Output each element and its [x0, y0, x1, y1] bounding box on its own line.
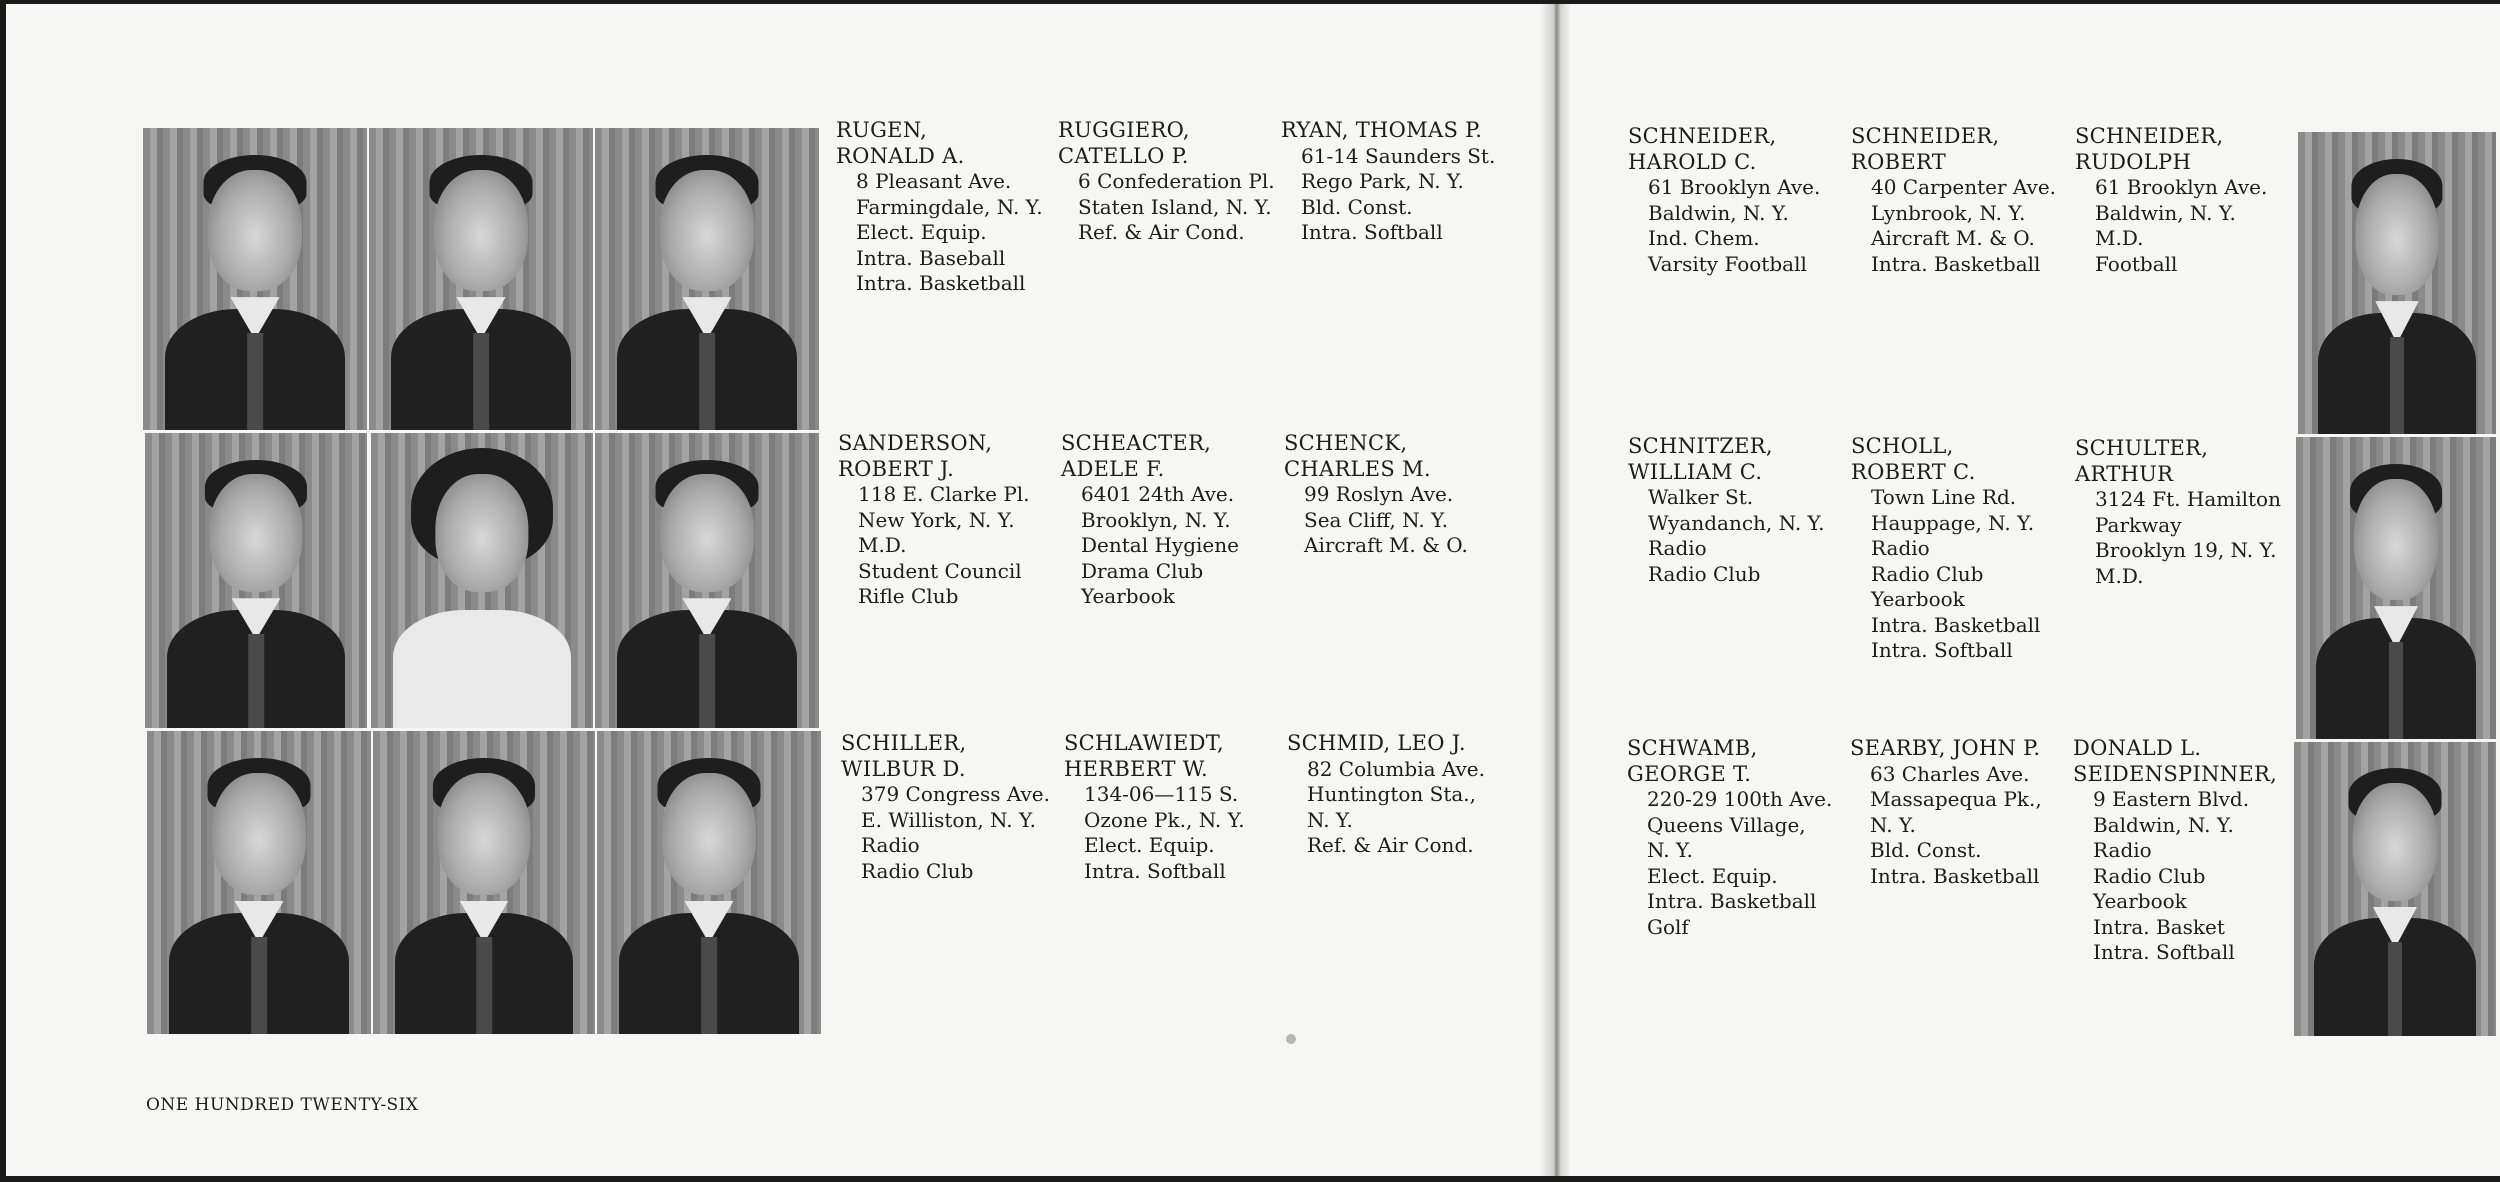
student-name: CATELLO P. — [1058, 143, 1189, 168]
student-name: GEORGE T. — [1627, 761, 1752, 786]
entry-schneider-robert — [1851, 124, 2056, 277]
student-detail: Student Council — [858, 558, 1022, 583]
photo-schlawiedt — [373, 731, 595, 1034]
student-name: DONALD L. — [2073, 736, 2202, 760]
student-detail: Bld. Const. — [1301, 194, 1413, 219]
student-name: RUDOLPH — [2075, 149, 2192, 174]
photo-schiller — [147, 731, 371, 1034]
student-detail: Huntington Sta., — [1307, 782, 1477, 806]
student-name: RONALD A. — [836, 143, 965, 168]
entry-schneider-rudolph — [2075, 124, 2267, 277]
student-detail: Sea Cliff, N. Y. — [1304, 507, 1449, 532]
student-name: SCHNITZER, — [1628, 434, 1773, 458]
student-detail: Farmingdale, N. Y. — [856, 194, 1043, 219]
entry-sanderson — [838, 431, 1030, 610]
student-name: SCHEACTER, — [1061, 431, 1212, 455]
student-detail: Baldwin, N. Y. — [2093, 812, 2234, 837]
entry-schmid — [1287, 731, 1485, 859]
student-detail: Varsity Football — [1648, 251, 1807, 276]
entry-scholl — [1851, 434, 2040, 664]
student-name: SCHNEIDER, — [1628, 124, 1777, 148]
student-detail: Bld. Const. — [1870, 838, 1982, 862]
student-detail: 3124 Ft. Hamilton — [2095, 487, 2281, 511]
photo-schneider-rudolph — [2298, 132, 2496, 434]
student-name: SEARBY, JOHN P. — [1850, 736, 2041, 760]
entry-schwamb — [1627, 736, 1832, 940]
student-detail: N. Y. — [1647, 838, 1693, 862]
student-name: WILBUR D. — [841, 756, 966, 781]
entry-schneider-harold — [1628, 124, 1820, 277]
student-detail: Yearbook — [1081, 584, 1175, 608]
student-detail: 9 Eastern Blvd. — [2093, 787, 2250, 811]
student-name: SCHMID, LEO J. — [1287, 731, 1466, 755]
student-detail: Radio — [1871, 536, 1930, 560]
student-detail: 8 Pleasant Ave. — [856, 169, 1012, 193]
student-name: ROBERT C. — [1851, 459, 1976, 484]
student-detail: 379 Congress Ave. — [861, 782, 1050, 806]
student-name: RUGEN, — [836, 118, 928, 142]
entry-rugen — [836, 118, 1043, 297]
student-name: HAROLD C. — [1628, 149, 1757, 174]
student-detail: Massapequa Pk., — [1870, 787, 2042, 811]
student-detail: Intra. Basketball — [1870, 863, 2040, 888]
student-detail: Ref. & Air Cond. — [1078, 220, 1245, 244]
student-detail: Intra. Basketball — [1647, 889, 1817, 913]
student-detail: 99 Roslyn Ave. — [1304, 482, 1454, 506]
student-detail: E. Williston, N. Y. — [861, 807, 1036, 832]
student-detail: M.D. — [2095, 226, 2144, 250]
student-detail: New York, N. Y. — [858, 507, 1015, 532]
student-detail: Elect. Equip. — [1647, 863, 1778, 888]
entry-schenck — [1284, 431, 1468, 559]
student-detail: Baldwin, N. Y. — [2095, 200, 2236, 225]
entry-searby — [1850, 736, 2042, 889]
student-detail: Intra. Baseball — [856, 245, 1006, 270]
entry-schulter — [2075, 436, 2281, 589]
student-name: SCHLAWIEDT, — [1064, 731, 1224, 755]
student-detail: Golf — [1647, 914, 1689, 939]
student-name: SCHENCK, — [1284, 431, 1408, 455]
student-detail: Lynbrook, N. Y. — [1871, 200, 2026, 225]
student-detail: Radio Club — [861, 858, 974, 883]
entry-ruggiero — [1058, 118, 1275, 246]
student-detail: Intra. Softball — [2093, 940, 2235, 964]
student-detail: 40 Carpenter Ave. — [1871, 175, 2057, 199]
entry-ryan — [1281, 118, 1495, 246]
student-detail: N. Y. — [1307, 807, 1353, 832]
student-detail: Wyandanch, N. Y. — [1648, 510, 1825, 535]
student-detail: Hauppage, N. Y. — [1871, 510, 2035, 535]
student-name: ROBERT — [1851, 149, 1947, 174]
student-name: SCHWAMB, — [1627, 736, 1758, 760]
student-detail: 134-06—115 S. — [1084, 782, 1239, 806]
photo-schulter — [2296, 437, 2496, 739]
student-name: ADELE F. — [1061, 456, 1165, 481]
student-detail: Aircraft M. & O. — [1871, 226, 2035, 250]
student-detail: Rifle Club — [858, 584, 959, 608]
entry-schnitzer — [1628, 434, 1825, 587]
student-detail: Radio — [861, 833, 920, 857]
student-detail: Radio — [1648, 536, 1707, 560]
student-name: ROBERT J. — [838, 456, 955, 481]
student-detail: Parkway — [2095, 512, 2182, 537]
student-name: RUGGIERO, — [1058, 118, 1190, 142]
student-detail: Intra. Softball — [1084, 858, 1226, 883]
student-detail: Dental Hygiene — [1081, 533, 1239, 557]
student-detail: 82 Columbia Ave. — [1307, 756, 1485, 781]
student-detail: Elect. Equip. — [856, 220, 987, 244]
student-detail: Aircraft M. & O. — [1304, 533, 1468, 557]
student-detail: Intra. Basket — [2093, 914, 2225, 939]
photo-seidenspinner — [2294, 742, 2496, 1036]
student-detail: Ind. Chem. — [1648, 226, 1760, 250]
student-detail: Radio Club — [1648, 561, 1761, 586]
photo-schenck — [595, 433, 819, 728]
student-detail: Intra. Basketball — [856, 271, 1026, 295]
student-detail: Rego Park, N. Y. — [1301, 169, 1464, 193]
photo-ryan — [595, 128, 819, 430]
entry-seidenspinner — [2073, 736, 2277, 966]
student-detail: Yearbook — [1871, 587, 1965, 611]
student-detail: 61 Brooklyn Ave. — [1648, 175, 1821, 199]
photo-ruggiero — [369, 128, 593, 430]
entry-schiller — [841, 731, 1050, 884]
student-name: HERBERT W. — [1064, 756, 1208, 781]
student-detail: 61-14 Saunders St. — [1301, 143, 1496, 168]
student-detail: Intra. Basketball — [1871, 612, 2041, 637]
student-detail: Brooklyn 19, N. Y. — [2095, 538, 2277, 562]
student-name: SCHNEIDER, — [1851, 124, 2000, 148]
photo-rugen — [143, 128, 367, 430]
student-detail: Yearbook — [2093, 889, 2187, 913]
student-name: ARTHUR — [2075, 461, 2174, 486]
student-detail: 220-29 100th Ave. — [1647, 787, 1833, 811]
student-detail: Football — [2095, 251, 2178, 276]
student-name: CHARLES M. — [1284, 456, 1431, 481]
photo-scheacter — [371, 433, 593, 728]
student-name: SEIDENSPINNER, — [2073, 761, 2278, 786]
student-detail: Brooklyn, N. Y. — [1081, 507, 1231, 532]
student-name: WILLIAM C. — [1628, 459, 1763, 484]
student-detail: 63 Charles Ave. — [1870, 761, 2030, 786]
book-spine — [1540, 4, 1570, 1176]
student-detail: M.D. — [2095, 563, 2144, 588]
student-detail: Walker St. — [1648, 485, 1754, 509]
student-detail: 61 Brooklyn Ave. — [2095, 175, 2268, 199]
student-detail: Drama Club — [1081, 558, 1204, 583]
student-detail: Staten Island, N. Y. — [1078, 194, 1272, 219]
student-detail: Elect. Equip. — [1084, 833, 1215, 857]
student-name: SCHNEIDER, — [2075, 124, 2224, 148]
student-detail: 6401 24th Ave. — [1081, 482, 1235, 506]
student-detail: Radio — [2093, 838, 2152, 862]
page-speck — [1286, 1034, 1296, 1044]
student-detail: Intra. Basketball — [1871, 251, 2041, 276]
student-name: SANDERSON, — [838, 431, 993, 455]
student-detail: Intra. Softball — [1301, 220, 1443, 244]
student-detail: Town Line Rd. — [1871, 485, 2017, 509]
student-detail: Baldwin, N. Y. — [1648, 200, 1789, 225]
student-detail: Radio Club — [1871, 561, 1984, 586]
photo-sanderson — [145, 433, 367, 728]
page-number-footer: ONE HUNDRED TWENTY-SIX — [146, 1095, 419, 1115]
student-detail: Queens Village, — [1647, 812, 1806, 837]
student-name: SCHILLER, — [841, 731, 967, 755]
entry-schlawiedt — [1064, 731, 1245, 884]
student-detail: M.D. — [858, 533, 907, 557]
photo-schmid — [597, 731, 821, 1034]
entry-scheacter — [1061, 431, 1239, 610]
student-detail: Radio Club — [2093, 863, 2206, 888]
student-detail: N. Y. — [1870, 812, 1916, 837]
student-detail: Ozone Pk., N. Y. — [1084, 807, 1245, 832]
student-detail: Ref. & Air Cond. — [1307, 833, 1474, 857]
student-detail: Intra. Softball — [1871, 638, 2013, 662]
student-name: SCHOLL, — [1851, 434, 1954, 458]
student-detail: 6 Confederation Pl. — [1078, 169, 1275, 193]
student-detail: 118 E. Clarke Pl. — [858, 482, 1030, 506]
student-name: SCHULTER, — [2075, 436, 2209, 460]
student-name: RYAN, THOMAS P. — [1281, 118, 1483, 142]
